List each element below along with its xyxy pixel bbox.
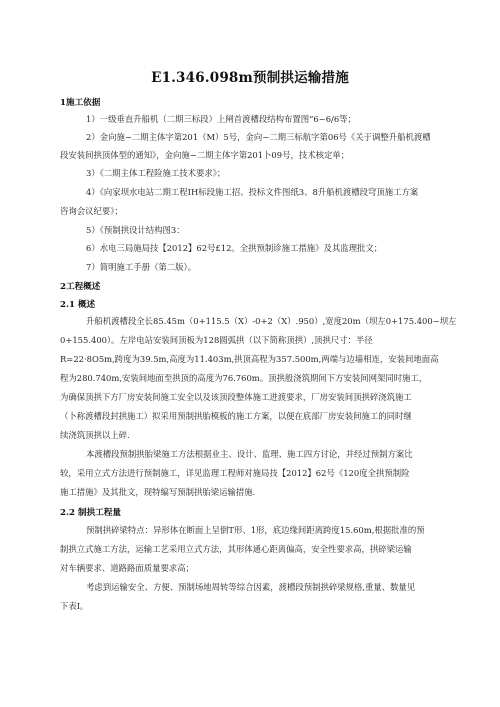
transport-para-line: 下表I。 (60, 601, 89, 611)
subsection-2-1-heading: 2.1 概述 (60, 300, 96, 310)
basis-item-2-cont: 段安装间拱顶体型的通知》，金向施−二期主体字第201卜09号，技术核定单； (60, 150, 350, 160)
method-para-line: 较，采用立式方法进行预制施工，详见监理工程师对施局技【2012】62号《120度全拱预制险 (60, 468, 410, 478)
basis-item-3: 3）《二期主体工程险施工技术要求》； (86, 168, 226, 178)
basis-item-7: 7）简明施工手册（第二版）。 (86, 262, 197, 272)
overview-para-line: 程为280.740m,安装间地面至拱顶的高度为76.760m。顶拱般浇筑期间下方安装间网架同时施工， (60, 373, 428, 383)
overview-para-line: 0+155.400）。左岸电站安装间顶板为128圆弧拱（以下简称顶拱）,顶拱尺寸：半径 (60, 335, 373, 345)
overview-para-line: 升船机渡槽段全长85.45m（0+115.5（X）-0+2（X）.950）,宽度20m（坝左0+175.400~坝左 (86, 316, 457, 326)
basis-item-6: 6）水电三局施局技【2012】62号£12。全拱预制诊施工措施》及其监理批文； (86, 243, 383, 253)
method-para-line: 本渡槽段预制拱胎梁施工方法根据业主、设计、监理、施工四方讨论，并经过预制方案比 (86, 449, 413, 459)
overview-para-line: R=22·8O5m,跨度为39.5m,高度为11.403m,拱顶高程为357.500m,两端与边墙相连，安装间地面高 (60, 354, 439, 364)
section-2-heading: 2工程概述 (60, 282, 101, 292)
basis-item-2: 2）金向施−二期主体字第201（M）5号，金向−二期三标航字第06号《关于调整升船机渡槽 (86, 132, 431, 142)
method-para-line: 施工措施》及其批文，现特编写预制拱胎梁运输措施. (60, 487, 256, 497)
overview-para-line: 续浇筑顶拱以上碎. (60, 430, 130, 440)
basis-item-5: 5）《预制拱设计结构图3： (86, 225, 185, 235)
transport-para-line: 考虑到运输安全、方便、预制场地周转等综合因素，渡槽段预制拱碎梁规格,重量、数量见 (86, 582, 416, 592)
overview-para-line: 为确保顶拱下方厂房安装间施工安全以及该顶段整体施工进渡要求，厂房安装间顶拱碎浇筑施工 (60, 392, 412, 402)
document-title: E1.346.098m预制拱运输措施 (151, 70, 349, 86)
overview-para-line: （卜称渡槽段封拱施工）拟采用预制拱胎模板的施工方案，以便在底部厂房安装间施工的同时继 (60, 411, 412, 421)
basis-item-1: 1）一级垂直升船机（二期三标段）上闸首渡槽段结构布置图“6~6/6等； (86, 114, 356, 124)
quantity-para-line: 预制拱碎梁特点：异形体在断面上呈倒T形、1形，底边缘间距离跨度15.60m,根据批准的预 (86, 525, 425, 535)
section-1-heading: 1施工依据 (60, 98, 101, 108)
basis-item-4-cont: 咨询会议纪要》； (60, 206, 123, 216)
basis-item-4: 4）《向家坝水电站二期工程IH标段施工招、投标文件图纸3、8升船机渡槽段穹顶施工方案 (86, 187, 419, 197)
quantity-para-line: 制拱立式施工方法，运输工艺采用立式方法，其形体通心距离偏高，安全性要求高，拱碎梁运输 (60, 544, 412, 554)
subsection-2-2-heading: 2.2 制拱工程量 (60, 508, 121, 518)
quantity-para-line: 对车辆要求、道路路面质量要求高； (60, 563, 194, 573)
